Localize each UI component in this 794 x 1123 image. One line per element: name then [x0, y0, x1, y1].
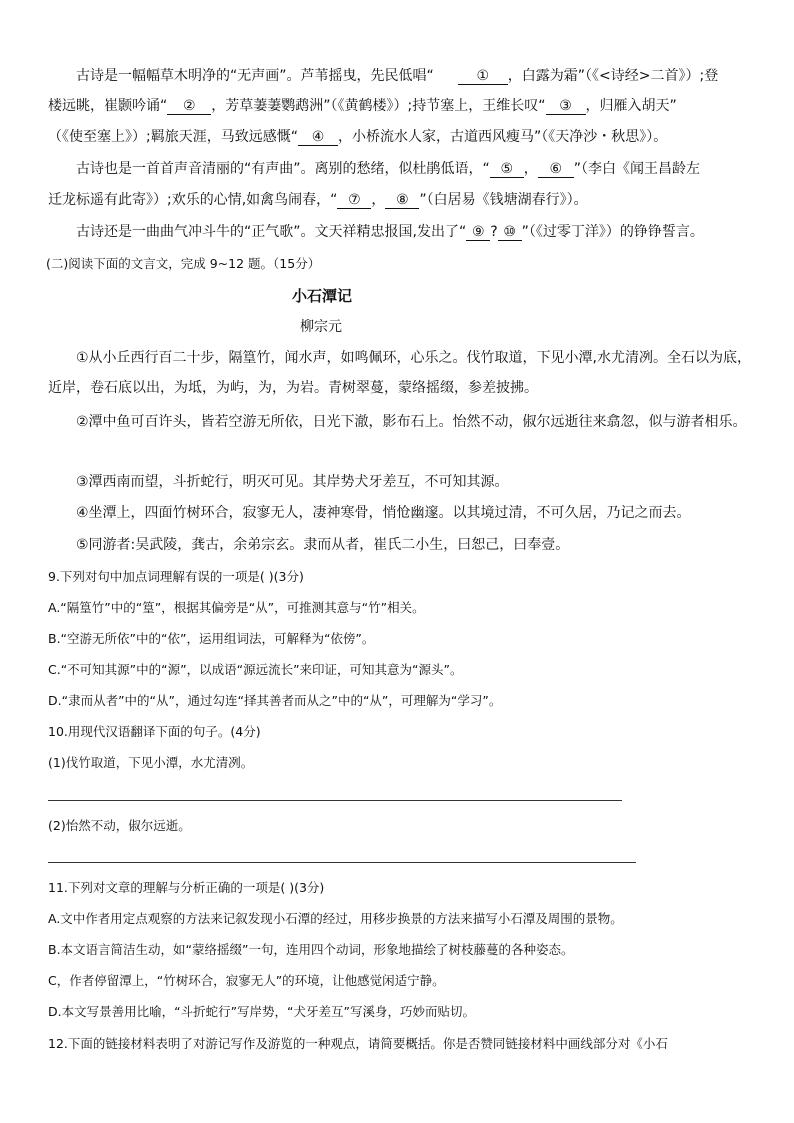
passage-author: 柳宗元	[300, 319, 342, 335]
question-10: 10.用现代汉语翻译下面的句子。(4分)	[48, 724, 261, 739]
passage-p2: ②潭中鱼可百许头，皆若空游无所依，日光下澈，影布石上。怡然不动，俶尔远逝往来翕忽，似与游者相乐。	[76, 414, 747, 430]
text: 古诗是一幅幅草木明净的“无声画”。芦苇摇曳，先民低唱“	[76, 68, 434, 84]
q11-option-b: B.本文语言简洁生动，如“蒙络摇缀”一句，连用四个动词，形象地描绘了树枝藤蔓的各种姿态。	[48, 942, 574, 957]
text: 迁龙标遥有此寄》）;欢乐的心情,如禽鸟闹春，“	[48, 192, 338, 208]
poetry-line-5	[48, 190, 588, 210]
blank-2[interactable]: ②	[167, 98, 211, 115]
answer-line-1[interactable]	[48, 800, 622, 801]
passage-title: 小石潭记	[292, 287, 353, 305]
q10-item-1: (1)伐竹取道，下见小潭，水尤清冽。	[48, 755, 254, 770]
text: ”（《过零丁洋》）的铮铮誓言。	[521, 224, 704, 240]
text: ”（李白《闻王昌龄左	[573, 161, 701, 177]
text: 古诗也是一首首声音清丽的“有声曲”。离别的愁绪，似杜鹃低语，“	[76, 161, 490, 177]
blank-4[interactable]: ④	[298, 129, 338, 146]
q11-option-d: D.本文写景善用比喻，“斗折蛇行”写岸势，“犬牙差互”写溪身，巧妙而贴切。	[48, 1004, 476, 1019]
text: 古诗还是一曲曲气冲斗牛的“正气歌”。文天祥精忠报国,发出了“	[76, 224, 467, 240]
blank-5[interactable]: ⑤	[490, 161, 524, 178]
q9-option-d: D.“隶而从者”中的“从”，通过勾连“择其善者而从之”中的“从”，可理解为“学习”。	[48, 693, 502, 708]
poetry-line-6	[76, 222, 704, 242]
question-9: 9.下列对句中加点词理解有误的一项是( )(3分)	[48, 569, 304, 584]
text: ?	[490, 224, 498, 240]
poetry-line-1	[76, 66, 718, 86]
blank-8[interactable]: ⑧	[385, 192, 419, 209]
q9-option-a: A.“隔篁竹”中的“篁”，根据其偏旁是“从”，可推测其意与“竹”相关。	[48, 600, 425, 615]
q11-option-a: A.文中作者用定点观察的方法来记叙发现小石潭的经过，用移步换景的方法来描写小石潭及周围的景物。	[48, 911, 623, 926]
section-heading: (二)阅读下面的文言文，完成 9~12 题。（15分）	[46, 256, 321, 271]
passage-p1-line2: 近岸，卷石底以出，为坻，为屿，为，为岩。青树翠蔓，蒙络摇缀，参差披拂。	[48, 380, 538, 396]
answer-line-2[interactable]	[48, 862, 636, 863]
passage-p3: ③潭西南而望，斗折蛇行，明灭可见。其岸势犬牙差互，不可知其源。	[76, 474, 509, 490]
passage-p1-line1: ①从小丘西行百二十步，隔篁竹，闻水声，如鸣佩环，心乐之。伐竹取道，下见小潭,水尤清冽。全石以为底，	[76, 350, 751, 366]
text: ，芳草萋萋鹦鹉洲”（《黄鹤楼》）;持节塞上，王维长叹“	[211, 98, 546, 114]
text: 楼远眺，崔颢吟诵“	[48, 98, 168, 114]
blank-1[interactable]: ①	[458, 68, 508, 85]
question-12: 12.下面的链接材料表明了对游记写作及游览的一种观点，请简要概括。你是否赞同链接材料中画线部分对《小石	[48, 1036, 668, 1051]
text: ，白露为霜”（《<诗经>二首》）;登	[507, 68, 719, 84]
q10-item-2: (2)怡然不动，俶尔远逝。	[48, 818, 191, 833]
blank-7[interactable]: ⑦	[337, 192, 371, 209]
text: ，小桥流水人家，古道西风瘦马”（《天净沙・秋思》）。	[337, 129, 668, 145]
passage-p4: ④坐潭上，四面竹树环合，寂寥无人，凄神寒骨，悄怆幽邃。以其境过清，不可久居，乃记之而去。	[76, 505, 691, 521]
blank-9[interactable]: ⑨	[466, 224, 490, 241]
blank-6[interactable]: ⑥	[538, 161, 574, 178]
text: ，	[523, 161, 538, 177]
poetry-line-2	[48, 96, 677, 116]
q9-option-c: C.“不可知其源”中的“源”，以成语“源远流长”来印证，可知其意为“源头”。	[48, 662, 463, 677]
q9-option-b: B.“空游无所依”中的“依”，运用组词法，可解释为“依傍”。	[48, 631, 375, 646]
blank-3[interactable]: ③	[546, 98, 586, 115]
blank-10[interactable]: ⑩	[498, 224, 522, 241]
question-11: 11.下列对文章的理解与分析正确的一项是( )(3分)	[48, 880, 325, 895]
text: ，	[371, 192, 386, 208]
text: ”（白居易《钱塘湖春行》）。	[419, 192, 588, 208]
poetry-line-4	[76, 159, 700, 179]
poetry-line-3	[48, 127, 667, 147]
q11-option-c: C，作者停留潭上，“竹树环合，寂寥无人”的环境，让他感觉闲适宁静。	[48, 973, 445, 988]
text: （《使至塞上》）;羁旅天涯，马致远感慨“	[48, 129, 298, 145]
passage-p5: ⑤同游者:吴武陵，龚古，余弟宗玄。隶而从者，崔氏二小生，曰恕己，曰奉壹。	[76, 537, 570, 553]
text: ，归雁入胡天”	[585, 98, 677, 114]
